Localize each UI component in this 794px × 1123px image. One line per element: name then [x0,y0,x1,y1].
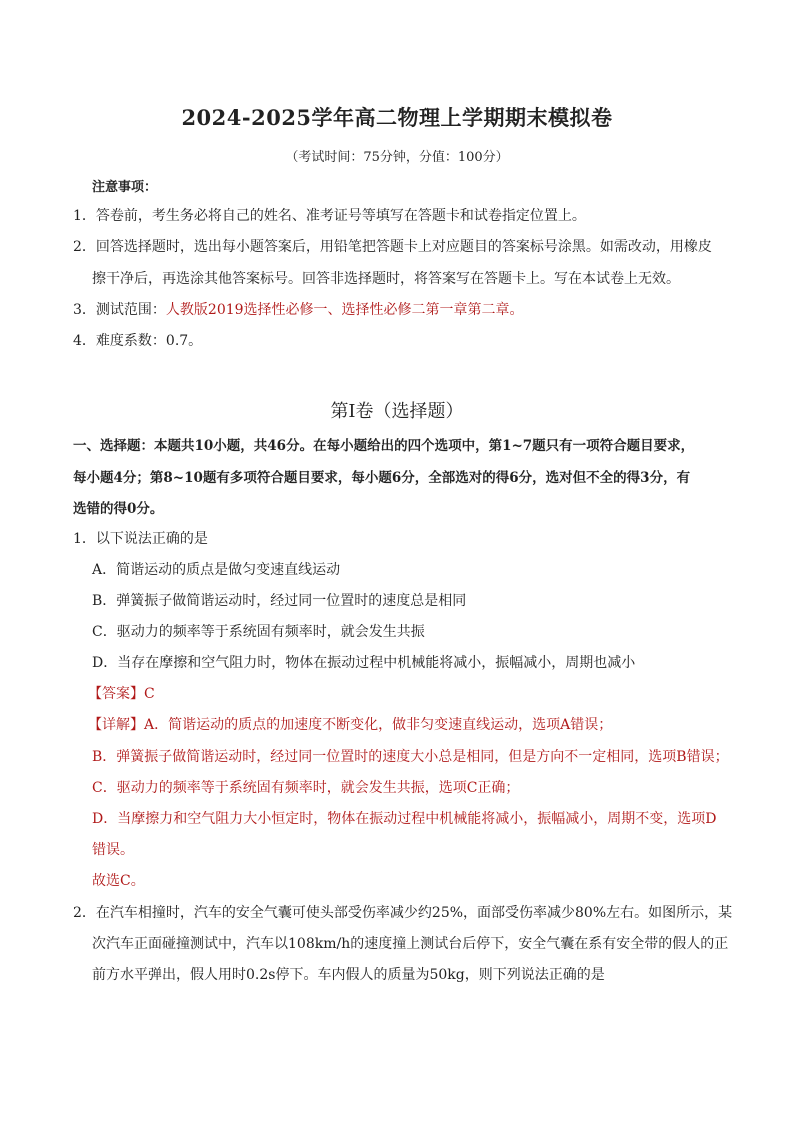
q1-option-a: A．简谐运动的质点是做匀变速直线运动 [92,562,341,578]
note-2: 2．回答选择题时，选出每小题答案后，用铅笔把答题卡上对应题目的答案标号涂黑。如需改动，用橡皮 [73,239,712,255]
note-3 [73,299,524,319]
q1-answer [88,683,155,703]
note-2-continued: 擦干净后，再选涂其他答案标号。回答非选择题时，将答案写在答题卡上。写在本试卷上无效。 [92,271,680,287]
q1-option-b: B．弹簧振子做简谐运动时，经过同一位置时的速度总是相同 [92,593,467,609]
section-intro-line-1: 一、选择题：本题共10小题，共46分。在每小题给出的四个选项中，第1~7题只有一项符合题目要求， [73,438,695,454]
q1-detail-d-continued: 错误。 [92,842,134,858]
q1-detail-c: C．驱动力的频率等于系统固有频率时，就会发生共振，选项C正确； [92,780,520,796]
exam-title: 2024-2025学年高二物理上学期期末模拟卷 [181,105,613,130]
q1-detail-d: D．当摩擦力和空气阻力大小恒定时，物体在振动过程中机械能将减小，振幅减小，周期不变，选项D [92,811,717,827]
q1-conclusion: 故选C。 [92,873,145,889]
note-3-range: 人教版2019选择性必修一、选择性必修二第一章第二章。 [165,302,524,318]
answer-label: 【答案】 [88,686,144,702]
q2-line-1: 2．在汽车相撞时，汽车的安全气囊可使头部受伤率减少约25%，面部受伤率减少80%左右。如图所示，某 [73,905,733,921]
notes-heading: 注意事项： [92,180,158,195]
q1-option-d: D．当存在摩擦和空气阻力时，物体在振动过程中机械能将减小，振幅减小，周期也减小 [92,655,636,671]
detail-a: A．简谐运动的质点的加速度不断变化，做非匀变速直线运动，选项A错误； [144,717,613,733]
exam-subtitle: （考试时间：75分钟，分值：100分） [285,150,509,165]
note-1: 1．答卷前，考生务必将自己的姓名、准考证号等填写在答题卡和试卷指定位置上。 [73,208,586,224]
section-intro-line-2: 每小题4分；第8~10题有多项符合题目要求，每小题6分，全部选对的得6分，选对但不全的得3分，有 [73,470,691,486]
q1-option-c: C．驱动力的频率等于系统固有频率时，就会发生共振 [92,624,425,640]
note-3-label: 3．测试范围： [73,302,166,318]
note-4: 4．难度系数：0.7。 [73,333,203,349]
q1-detail-b: B．弹簧振子做简谐运动时，经过同一位置时的速度大小总是相同，但是方向不一定相同，选项B错误； [92,749,729,765]
detail-label: 【详解】 [88,717,144,733]
q1-detail-line-1 [88,714,612,734]
section-intro-line-3: 选错的得0分。 [73,501,164,517]
answer-value: C [144,686,155,702]
q2-line-2: 次汽车正面碰撞测试中，汽车以108km/h的速度撞上测试台后停下，安全气囊在系有安全带的假人的正 [92,936,729,952]
section-title: 第Ⅰ卷（选择题） [330,401,464,422]
q2-line-3: 前方水平弹出，假人用时0.2s停下。车内假人的质量为50kg，则下列说法正确的是 [92,967,605,983]
q1-stem: 1．以下说法正确的是 [73,531,208,547]
